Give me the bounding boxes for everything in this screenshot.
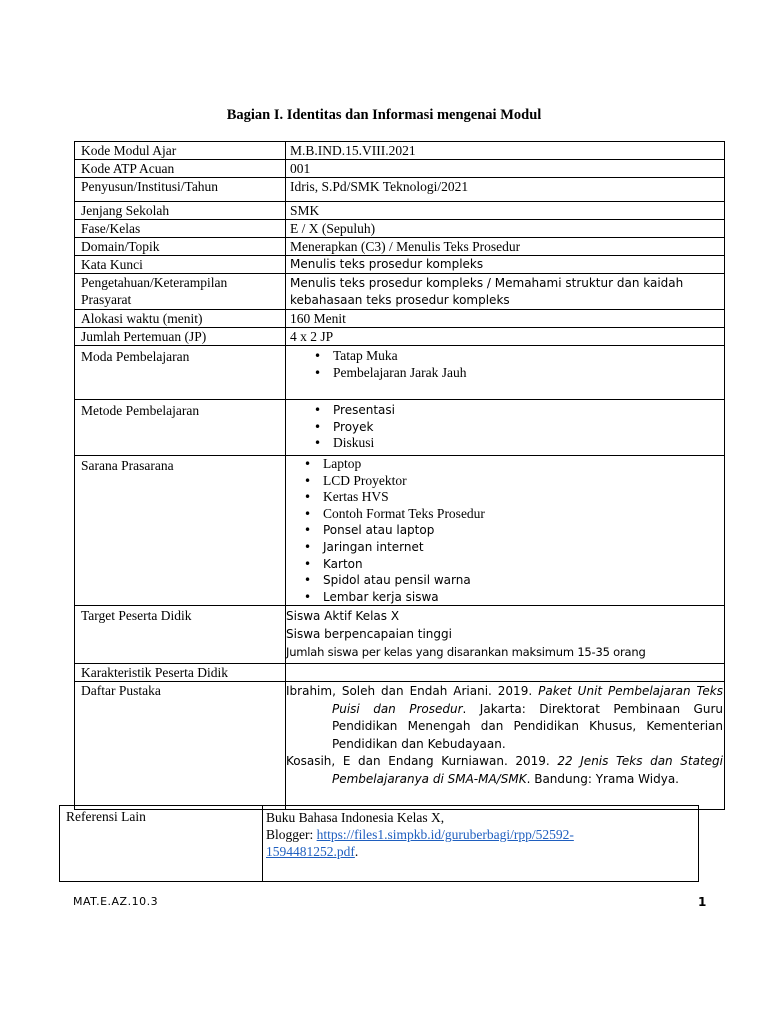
row-label-line: Prasyarat — [81, 292, 132, 307]
table-row — [75, 220, 725, 238]
reference-authors: Ibrahim, Soleh dan Endah Ariani. 2019. — [286, 684, 533, 699]
reference-publisher: . Bandung: Yrama Widya. — [526, 771, 679, 786]
other-references-table — [59, 805, 699, 882]
row-value — [286, 274, 725, 310]
list-item: • Lembar kerja siswa — [304, 589, 724, 606]
row-value-line: kebahasaan teks prosedur kompleks — [290, 293, 510, 307]
row-value — [286, 682, 725, 810]
table-row — [75, 682, 725, 810]
table-row — [75, 178, 725, 202]
bullet-list — [286, 348, 724, 381]
row-label: Alokasi waktu (menit) — [75, 310, 286, 328]
row-value: E / X (Sepuluh) — [286, 220, 725, 238]
table-row — [60, 806, 699, 882]
table-row — [75, 456, 725, 606]
list-item: Jumlah siswa per kelas yang disarankan maksimum 15-35 orang — [286, 645, 646, 660]
reference-publisher: . Jakarta: Direktorat Pembinaan Guru Pendidikan Menengah dan Pendidikan Khusus, Kementerian Pendidikan dan Kebudayaan. — [332, 701, 723, 751]
row-value: SMK — [286, 202, 725, 220]
table-row — [75, 238, 725, 256]
list-item: • Diskusi — [314, 435, 724, 452]
row-value: 4 x 2 JP — [286, 328, 725, 346]
list-item: • Kertas HVS — [304, 489, 724, 506]
row-value — [286, 346, 725, 400]
row-label: Moda Pembelajaran — [75, 346, 286, 400]
reference-title: 22 Jenis Teks dan Stategi Pembelajaranya di SMA-MA/SMK — [332, 754, 723, 786]
blogger-label: Blogger: — [266, 827, 314, 842]
row-value: 160 Menit — [286, 310, 725, 328]
list-item: • Pembelajaran Jarak Jauh — [314, 365, 724, 382]
row-label: Kode Modul Ajar — [75, 142, 286, 160]
row-label: Karakteristik Peserta Didik — [75, 664, 286, 682]
table-row — [75, 328, 725, 346]
section-title: Bagian I. Identitas dan Informasi mengenai Modul — [226, 107, 542, 123]
list-item: • Spidol atau pensil warna — [304, 572, 724, 589]
row-label: Target Peserta Didik — [75, 606, 286, 664]
row-value — [286, 606, 725, 664]
list-item: • Proyek — [314, 419, 724, 436]
row-label: Fase/Kelas — [75, 220, 286, 238]
reference-entry — [286, 753, 724, 788]
table-row — [75, 400, 725, 456]
table-row — [75, 160, 725, 178]
table-row — [75, 142, 725, 160]
row-label: Kata Kunci — [75, 256, 286, 274]
row-value: Menerapkan (C3) / Menulis Teks Prosedur — [286, 238, 725, 256]
row-value — [286, 664, 725, 682]
reference-title: Paket Unit Pembelajaran Teks Puisi dan Prosedur — [332, 684, 723, 716]
list-item: • Presentasi — [314, 402, 724, 419]
page-number: 1 — [698, 895, 707, 909]
table-row — [75, 310, 725, 328]
list-item: Siswa Aktif Kelas X — [286, 609, 400, 624]
list-item: • Contoh Format Teks Prosedur — [304, 506, 724, 523]
table-row — [75, 346, 725, 400]
table-row — [75, 202, 725, 220]
row-value — [286, 400, 725, 456]
list-item: • LCD Proyektor — [304, 473, 724, 490]
row-value-line: Menulis teks prosedur kompleks / Memahami struktur dan kaidah — [290, 276, 684, 290]
row-label: Jumlah Pertemuan (JP) — [75, 328, 286, 346]
reference-line: Buku Bahasa Indonesia Kelas X, — [266, 810, 445, 825]
row-label — [75, 274, 286, 310]
row-label: Daftar Pustaka — [75, 682, 286, 810]
list-item: • Jaringan internet — [304, 539, 724, 556]
row-label: Referensi Lain — [60, 806, 263, 882]
reference-authors: Kosasih, E dan Endang Kurniawan. 2019. — [286, 754, 550, 769]
row-label: Metode Pembelajaran — [75, 400, 286, 456]
row-label: Domain/Topik — [75, 238, 286, 256]
row-label: Kode ATP Acuan — [75, 160, 286, 178]
reference-link-line — [266, 826, 698, 860]
table-row — [75, 274, 725, 310]
link-trailing: . — [354, 844, 359, 859]
list-item: • Tatap Muka — [314, 348, 724, 365]
bullet-list — [286, 402, 724, 452]
list-item: • Laptop — [304, 456, 724, 473]
table-row — [75, 664, 725, 682]
row-value: Menulis teks prosedur kompleks — [286, 256, 725, 274]
row-value — [263, 806, 699, 882]
reference-entry — [286, 683, 724, 753]
row-label: Penyusun/Institusi/Tahun — [75, 178, 286, 202]
row-label-line: Pengetahuan/Keterampilan — [81, 275, 228, 290]
bullet-list — [286, 456, 724, 605]
table-row — [75, 256, 725, 274]
document-code: MAT.E.AZ.10.3 — [73, 895, 159, 908]
list-item: • Ponsel atau laptop — [304, 522, 724, 539]
row-value: M.B.IND.15.VIII.2021 — [286, 142, 725, 160]
table-row — [75, 606, 725, 664]
module-identity-table — [74, 141, 725, 810]
row-label: Jenjang Sekolah — [75, 202, 286, 220]
row-label: Sarana Prasarana — [75, 456, 286, 606]
row-value: 001 — [286, 160, 725, 178]
row-value: Idris, S.Pd/SMK Teknologi/2021 — [286, 178, 725, 202]
row-value — [286, 456, 725, 606]
list-item: • Karton — [304, 556, 724, 573]
list-item: Siswa berpencapaian tinggi — [286, 627, 452, 642]
reference-link[interactable]: https://files1.simpkb.id/guruberbagi/rpp/52592- 1594481252.pdf — [266, 827, 574, 859]
